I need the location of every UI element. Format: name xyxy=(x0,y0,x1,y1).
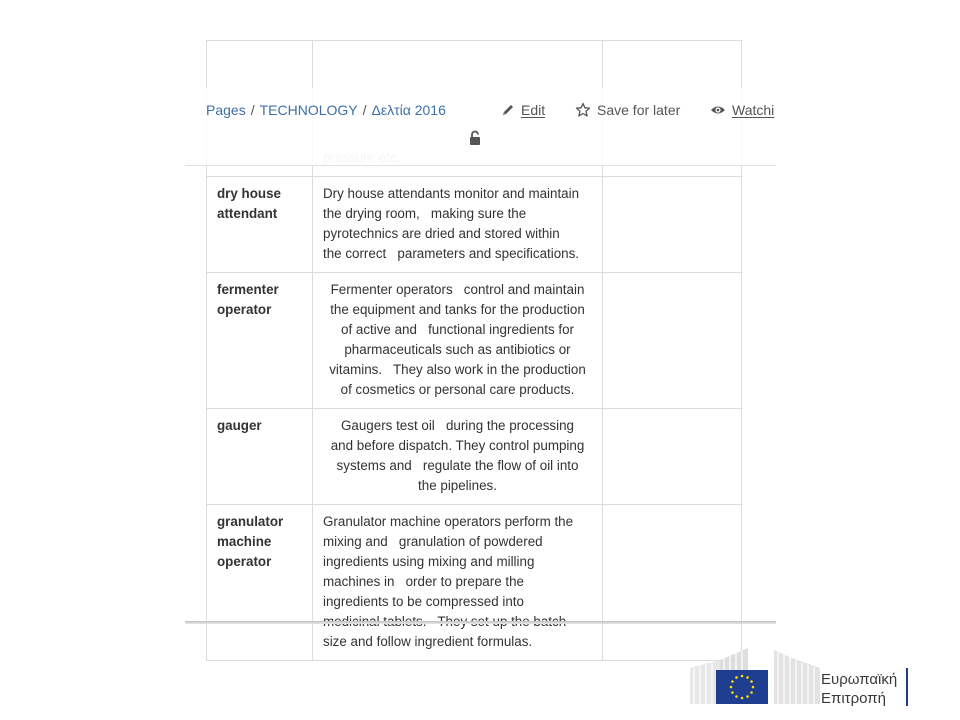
occupation-description-cell xyxy=(313,409,603,505)
description-line: the correct parameters and specifications. xyxy=(323,246,580,261)
table-row xyxy=(207,177,742,273)
occupation-term-cell xyxy=(207,273,313,409)
term-line: operator xyxy=(217,554,272,569)
description-line: Gaugers test oil during the processing xyxy=(341,418,574,433)
eu-star xyxy=(746,676,749,679)
description-line xyxy=(323,68,592,88)
eu-star xyxy=(735,695,738,698)
logo-text-line-1: Ευρωπαϊκή xyxy=(821,671,898,688)
eu-star xyxy=(741,675,744,678)
description-line: the pipelines. xyxy=(418,478,497,493)
breadcrumb xyxy=(206,102,446,118)
description-line: Granulator machine operators perform the xyxy=(323,514,574,529)
unlock-icon[interactable] xyxy=(469,130,481,146)
breadcrumb-separator: / xyxy=(362,102,367,118)
eu-star xyxy=(746,695,749,698)
edit-label: Edit xyxy=(521,102,546,118)
eu-star xyxy=(750,691,753,694)
eu-star xyxy=(750,680,753,683)
occupation-description-cell xyxy=(313,273,603,409)
viewport-bottom-border xyxy=(185,621,776,624)
watching-label: Watchi xyxy=(732,102,775,118)
star-outline-icon xyxy=(575,102,591,118)
page-viewport xyxy=(185,88,776,649)
description-line: pyrotechnics are dried and stored within xyxy=(323,226,560,241)
european-commission-name xyxy=(821,670,897,708)
description-line: machines in order to prepare the xyxy=(323,574,524,589)
eu-star xyxy=(741,697,744,700)
term-line: granulator xyxy=(217,514,284,529)
logo-divider xyxy=(906,668,908,706)
empty-cell xyxy=(603,273,742,409)
breadcrumb-current-page[interactable]: Δελτία 2016 xyxy=(371,102,446,118)
breadcrumb-separator: / xyxy=(250,102,255,118)
breadcrumb-technology[interactable]: TECHNOLOGY xyxy=(259,102,358,118)
term-line: attendant xyxy=(217,206,278,221)
description-line: of cosmetics or personal care products. xyxy=(340,382,575,397)
description-line: ingredients using mixing and milling xyxy=(323,554,535,569)
edit-button[interactable] xyxy=(501,102,545,118)
table-row xyxy=(207,409,742,505)
logo-text-line-2: Επιτροπή xyxy=(821,690,886,707)
table-row xyxy=(207,505,742,661)
description-line: Dry house attendants monitor and maintain xyxy=(323,186,580,201)
empty-cell xyxy=(603,177,742,273)
eye-icon xyxy=(710,104,726,116)
occupation-term-cell xyxy=(207,177,313,273)
term-line: fermenter xyxy=(217,282,279,297)
description-line: the drying room, making sure the xyxy=(323,206,527,221)
eu-star xyxy=(735,676,738,679)
eu-star xyxy=(731,680,734,683)
description-line: of active and functional ingredients for xyxy=(341,322,574,337)
eu-star xyxy=(752,686,755,689)
term-line xyxy=(217,48,302,68)
pencil-icon xyxy=(501,103,515,117)
eu-star xyxy=(730,686,733,689)
occupation-description-cell xyxy=(313,177,603,273)
description-line: pharmaceuticals such as antibiotics or xyxy=(344,342,571,357)
description-line: systems and regulate the flow of oil into xyxy=(336,458,579,473)
term-line: machine xyxy=(217,534,272,549)
occupation-description-cell xyxy=(313,505,603,661)
term-line: operator xyxy=(217,302,272,317)
term-line: dry house xyxy=(217,186,281,201)
term-line: gauger xyxy=(217,418,262,433)
breadcrumb-pages[interactable]: Pages xyxy=(206,102,246,118)
description-line: ingredients to be compressed into xyxy=(323,594,524,609)
save-for-later-label: Save for later xyxy=(597,102,681,118)
term-line xyxy=(217,68,302,88)
empty-cell xyxy=(603,409,742,505)
empty-cell xyxy=(603,505,742,661)
table-row xyxy=(207,273,742,409)
description-line: mixing and granulation of powdered xyxy=(323,534,543,549)
occupation-term-cell xyxy=(207,505,313,661)
page-header xyxy=(185,88,776,166)
watching-button[interactable] xyxy=(710,102,774,118)
description-line: Fermenter operators control and maintain xyxy=(330,282,585,297)
description-line xyxy=(323,48,592,68)
description-line: vitamins. They also work in the production xyxy=(329,362,586,377)
description-line: size and follow ingredient formulas. xyxy=(323,634,533,649)
description-line: and before dispatch. They control pumping xyxy=(330,438,585,453)
eu-star xyxy=(731,691,734,694)
occupation-term-cell xyxy=(207,409,313,505)
description-line: the equipment and tanks for the production xyxy=(330,302,585,317)
save-for-later-button[interactable] xyxy=(575,102,680,118)
